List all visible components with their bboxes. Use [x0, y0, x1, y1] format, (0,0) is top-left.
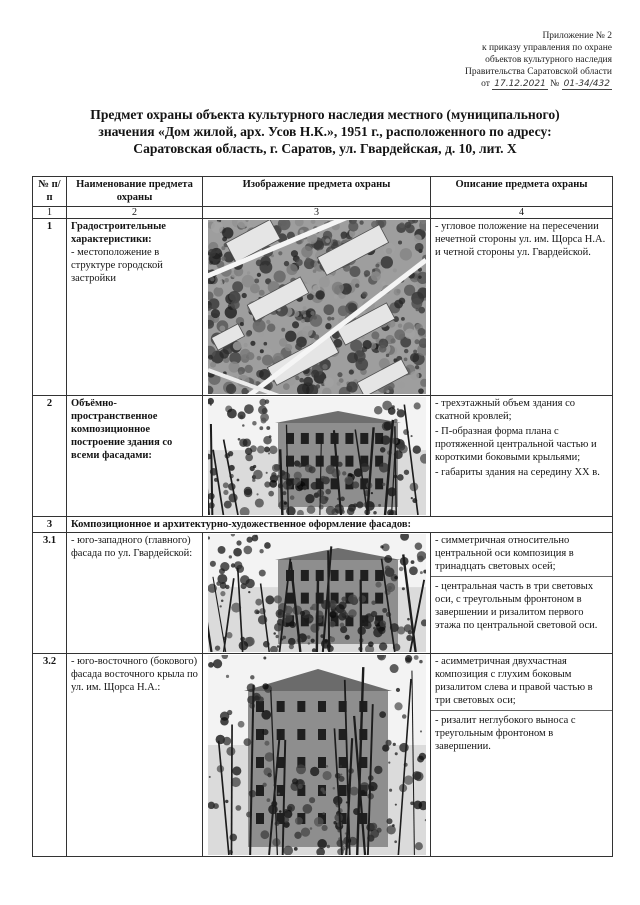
facade-photo: [208, 534, 426, 652]
table-header-row: [33, 177, 613, 207]
col-number: 2: [67, 207, 203, 219]
row-number: 2: [33, 396, 67, 517]
side-facade-photo: [208, 655, 426, 855]
row-name: [67, 219, 203, 396]
appendix-line-3: объектов культурного наследия: [485, 55, 612, 65]
title-line-1: Предмет охраны объекта культурного наследия местного (муниципального): [90, 107, 560, 122]
handwritten-number: 01-34/432: [563, 79, 610, 89]
section-number: 3: [33, 517, 67, 533]
number-label: №: [550, 79, 560, 89]
appendix-line-2: к приказу управления по охране: [481, 43, 612, 53]
table-row: [33, 219, 613, 396]
header-image: Изображение предмета охраны: [203, 177, 431, 207]
header-desc: Описание предмета охраны: [431, 177, 613, 207]
row-description: [431, 654, 613, 857]
protection-table: [32, 176, 613, 857]
desc-item: - ризалит неглубокого выноса с треугольным фронтоном в завершении.: [435, 715, 576, 752]
col-number: 4: [431, 207, 613, 219]
building-photo: [208, 397, 426, 515]
table-row: [33, 654, 613, 857]
desc-item: - центральная часть в три световых оси, с треугольным фронтоном в завершении и ризалитом первого этажа по центральной световой оси.: [435, 581, 598, 631]
row-number: 1: [33, 219, 67, 396]
desc-item: - симметричная относительно центральной оси композиция в тринадцать световых осей;: [435, 535, 574, 572]
aerial-photo: [208, 220, 426, 394]
desc-item: - трехэтажный объем здания со скатной кровлей;: [435, 398, 576, 422]
section-row: [33, 517, 613, 533]
section-label: Композиционное и архитектурно-художественное оформление фасадов:: [67, 517, 613, 533]
desc-divider: [431, 576, 612, 577]
desc-divider: [431, 710, 612, 711]
row-image: [203, 396, 431, 517]
header-name: Наименование предмета охраны: [67, 177, 203, 207]
appendix-line-4: Правительства Саратовской области: [465, 67, 612, 77]
document-title: [40, 106, 610, 157]
appendix-line-1: Приложение № 2: [542, 31, 612, 41]
desc-item: - угловое положение на пересечении нечетной стороны ул. им. Щорса Н.А. и четной стороны ул. Гвардейской.: [435, 221, 606, 258]
row-description: [431, 219, 613, 396]
row-name-text: - местоположение в структуре городской застройки: [71, 247, 163, 284]
table-row: [33, 533, 613, 654]
desc-item: - габариты здания на середину XX в.: [435, 467, 600, 478]
appendix-note: [382, 30, 612, 90]
row-name-bold: Градостроительные характеристики:: [71, 221, 166, 245]
table-row: [33, 396, 613, 517]
header-num: № п/п: [33, 177, 67, 207]
title-line-3: Саратовская область, г. Саратов, ул. Гвардейская, д. 10, лит. Х: [133, 141, 517, 156]
desc-item: - П-образная форма плана с протяженной центральной частью и короткими боковыми крыльями;: [435, 426, 597, 463]
col-number: 1: [33, 207, 67, 219]
col-number: 3: [203, 207, 431, 219]
column-number-row: [33, 207, 613, 219]
row-description: [431, 533, 613, 654]
row-name: - юго-западного (главного) фасада по ул. Гвардейской:: [67, 533, 203, 654]
row-number: 3.1: [33, 533, 67, 654]
row-image: [203, 533, 431, 654]
title-line-2: значения «Дом жилой, арх. Усов Н.К.», 1951 г., расположенного по адресу:: [98, 124, 552, 139]
appendix-date-line: [382, 78, 612, 90]
handwritten-date: 17.12.2021: [494, 79, 546, 89]
row-description: [431, 396, 613, 517]
from-label: от: [481, 79, 490, 89]
desc-item: - асимметричная двухчастная композиция с глухим боковым ризалитом слева и правой частью в три световых оси;: [435, 656, 593, 706]
row-name: [67, 396, 203, 517]
row-name: - юго-восточного (бокового) фасада восточного крыла по ул. им. Щорса Н.А.:: [67, 654, 203, 857]
row-number: 3.2: [33, 654, 67, 857]
row-name-bold: Объёмно-пространственное композиционное построение здания со всеми фасадами:: [71, 398, 173, 461]
row-image: [203, 654, 431, 857]
row-image: [203, 219, 431, 396]
